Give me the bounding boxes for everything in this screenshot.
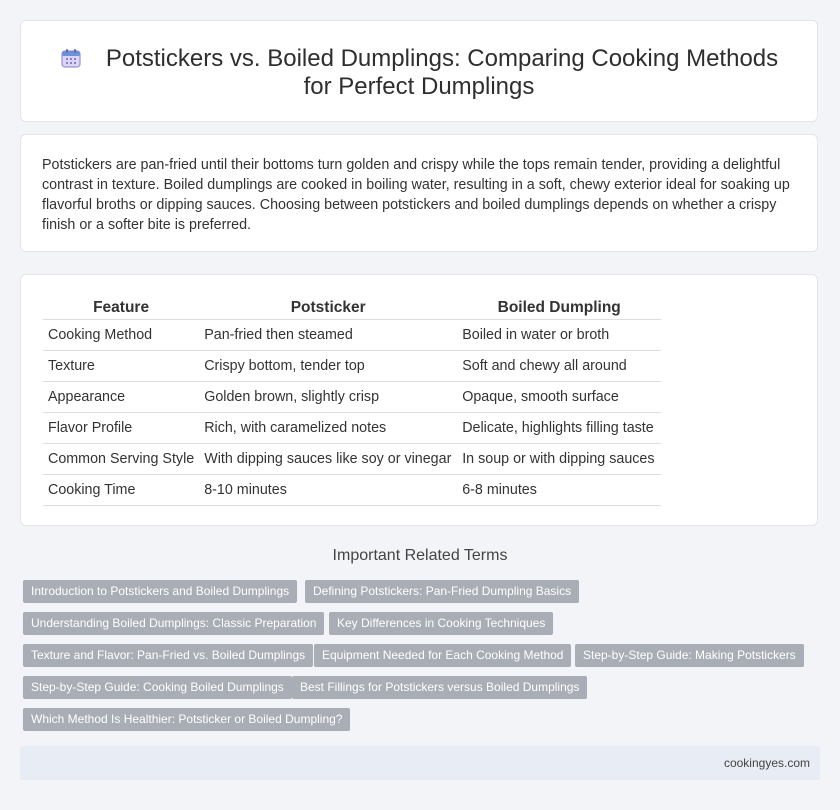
table-row (43, 413, 661, 444)
comparison-table (43, 297, 661, 506)
page-title (21, 45, 817, 101)
table-cell: Pan-fried then steamed (199, 320, 457, 351)
title-line-2: for Perfect Dumplings (303, 73, 535, 100)
header-boiled-dumpling: Boiled Dumpling (497, 299, 621, 316)
title-card (20, 20, 818, 122)
table-cell: Boiled in water or broth (457, 320, 661, 351)
header-potsticker: Potsticker (290, 299, 366, 316)
related-term-tag[interactable]: Which Method Is Healthier: Potsticker or Boiled Dumpling? (23, 708, 350, 731)
related-terms-title: Important Related Terms (332, 547, 508, 564)
table-row (43, 475, 661, 506)
table-cell: Crispy bottom, tender top (199, 351, 457, 382)
related-term-tag[interactable]: Introduction to Potstickers and Boiled Dumplings (23, 580, 297, 603)
table-cell: In soup or with dipping sauces (457, 444, 661, 475)
table-row (43, 320, 661, 351)
related-term-tag[interactable]: Step-by-Step Guide: Cooking Boiled Dumplings (23, 676, 292, 699)
table-cell: Texture (43, 351, 199, 382)
table-cell: 8-10 minutes (199, 475, 457, 506)
table-cell: Delicate, highlights filling taste (457, 413, 661, 444)
comparison-card (20, 274, 818, 526)
related-term-tag[interactable]: Best Fillings for Potstickers versus Boiled Dumplings (292, 676, 587, 699)
site-link[interactable]: cookingyes.com (723, 756, 810, 770)
table-row (43, 351, 661, 382)
footer (20, 746, 820, 780)
intro-text: Potstickers are pan-fried until their bottoms turn golden and crispy while the tops remain tender, providing a delightful contrast in texture. Boiled dumplings are cooked in boiling water, resulting in a soft, chewy exterior ideal for soaking up flavorful broths or dipping sauces. Choosing between potstickers and boiled dumplings depends on whether a crispy finish or a softer bite is preferred. (42, 157, 790, 233)
table-cell: Cooking Time (43, 475, 199, 506)
table-cell: Cooking Method (43, 320, 199, 351)
table-row (43, 382, 661, 413)
related-term-tag[interactable]: Texture and Flavor: Pan-Fried vs. Boiled Dumplings (23, 644, 313, 667)
table-cell: Flavor Profile (43, 413, 199, 444)
table-header-row (43, 297, 661, 320)
table-cell: With dipping sauces like soy or vinegar (199, 444, 457, 475)
table-cell: Soft and chewy all around (457, 351, 661, 382)
related-term-tag[interactable]: Step-by-Step Guide: Making Potstickers (575, 644, 804, 667)
table-cell: 6-8 minutes (457, 475, 661, 506)
related-term-tag[interactable]: Key Differences in Cooking Techniques (329, 612, 553, 635)
table-cell: Rich, with caramelized notes (199, 413, 457, 444)
table-cell: Golden brown, slightly crisp (199, 382, 457, 413)
table-row (43, 444, 661, 475)
title-line-1: Potstickers vs. Boiled Dumplings: Comparing Cooking Methods (105, 45, 779, 72)
related-term-tag[interactable]: Equipment Needed for Each Cooking Method (314, 644, 571, 667)
header-feature: Feature (93, 299, 150, 316)
table-cell: Common Serving Style (43, 444, 199, 475)
table-cell: Appearance (43, 382, 199, 413)
related-term-tag[interactable]: Defining Potstickers: Pan-Fried Dumpling Basics (305, 580, 579, 603)
table-cell: Opaque, smooth surface (457, 382, 661, 413)
calendar-icon (60, 47, 82, 69)
intro-card (20, 134, 818, 252)
related-term-tag[interactable]: Understanding Boiled Dumplings: Classic Preparation (23, 612, 324, 635)
